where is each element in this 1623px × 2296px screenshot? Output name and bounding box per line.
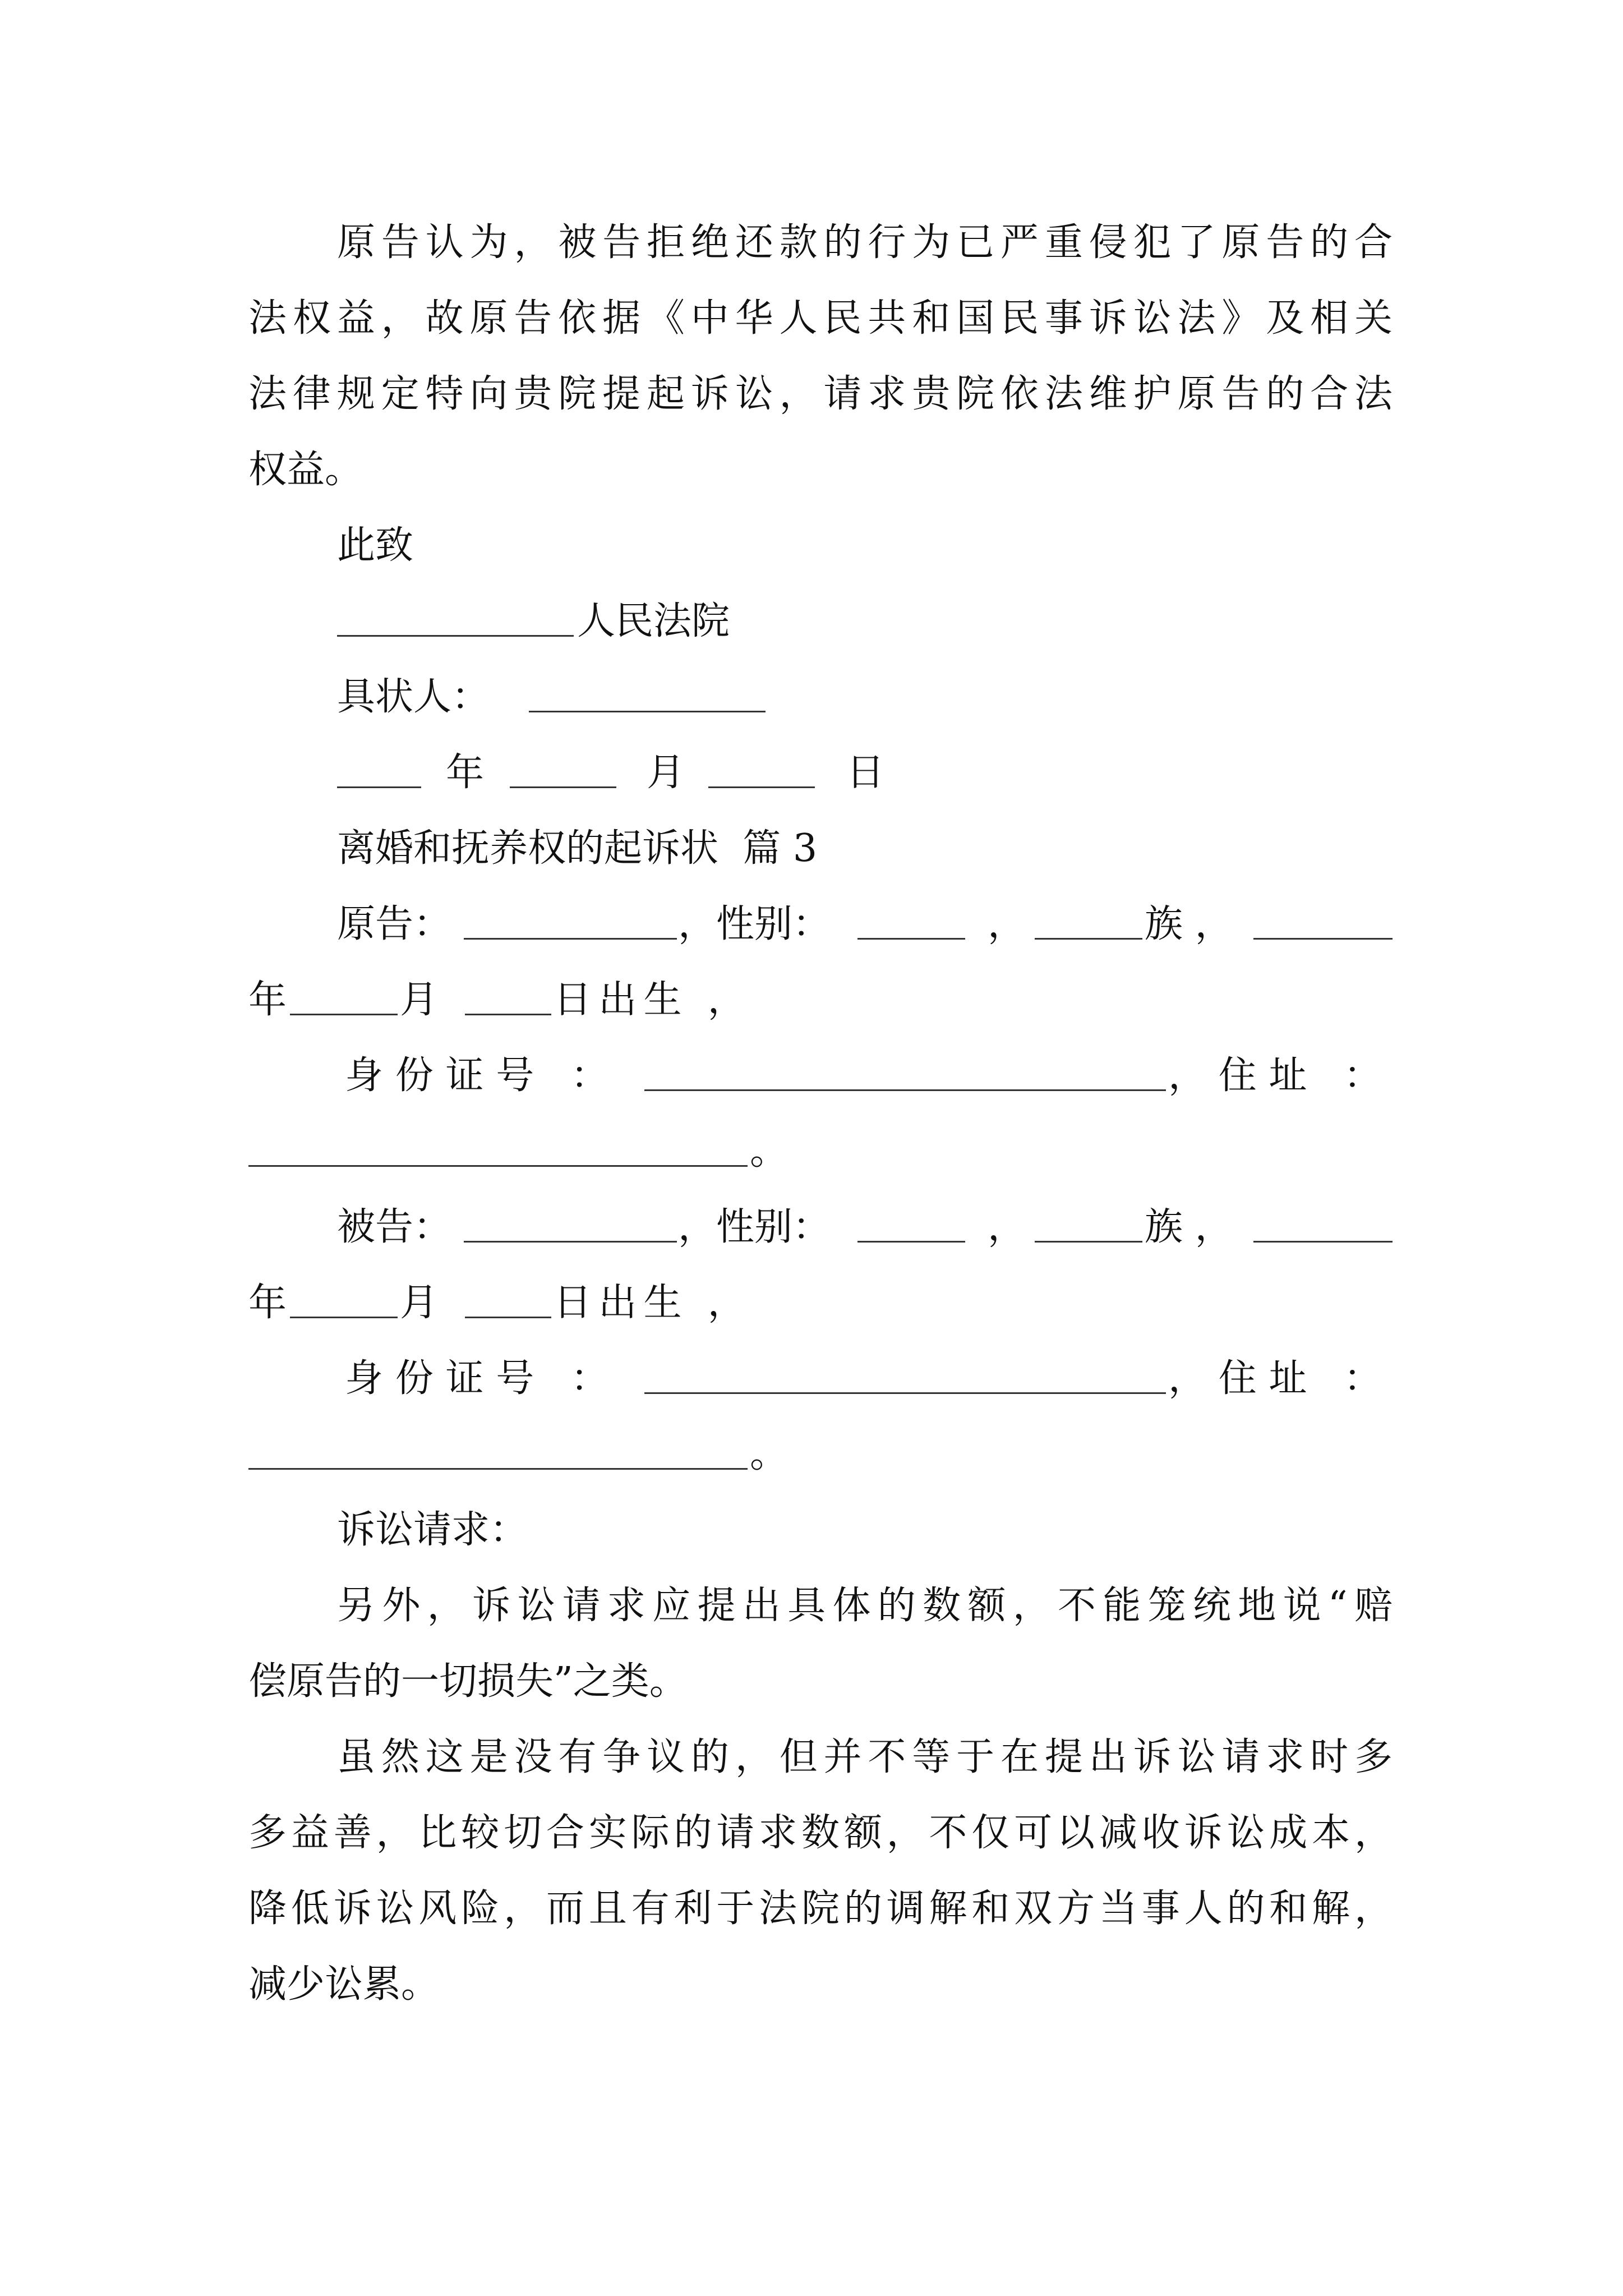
defendant-id-blank — [644, 1392, 1166, 1394]
plaintiff-id-blank — [644, 1089, 1166, 1091]
defendant-line-4 — [248, 1427, 1393, 1483]
defendant-line-2 — [248, 1275, 1393, 1331]
defendant-id-label: 身份证号 ： — [345, 1356, 621, 1401]
plaintiff-gender-blank — [857, 938, 965, 940]
claims-heading: 诉讼请求： — [337, 1508, 528, 1552]
defendant-year-label: 年 — [248, 1281, 287, 1325]
date-year-blank — [337, 786, 421, 788]
plaintiff-address-blank — [248, 1165, 748, 1167]
date-year-label: 年 — [446, 751, 485, 795]
plaintiff-address-label: ，住址 ： — [1168, 1053, 1394, 1098]
signer-label: 具状人： — [337, 675, 490, 719]
defendant-birth-year-blank — [1253, 1241, 1393, 1243]
defendant-ethnicity-blank — [1035, 1241, 1142, 1243]
plaintiff-line-2 — [248, 972, 1393, 1028]
plaintiff-line-1 — [248, 896, 1393, 953]
defendant-comma: ， — [988, 1205, 1026, 1249]
date-line — [248, 745, 1393, 801]
court-line — [248, 593, 1393, 650]
defendant-end: 。 — [750, 1432, 789, 1476]
date-day-blank — [708, 786, 815, 788]
defendant-ethnicity-label: 族 ， — [1145, 1205, 1233, 1249]
court-name-blank — [337, 635, 574, 637]
paragraph-3-line-1: 虽然这是没有争议的，但并不等于在提出诉讼请求时多 — [337, 1735, 1393, 1779]
plaintiff-ethnicity-blank — [1035, 938, 1142, 940]
paragraph-1-line-4: 权益。 — [248, 448, 363, 492]
plaintiff-ethnicity-label: 族 ， — [1145, 902, 1233, 946]
paragraph-3-line-3: 降低诉讼风险，而且有利于法院的调解和双方当事人的和解， — [248, 1887, 1393, 1931]
paragraph-2-line-2: 偿原告的一切损失”之类。 — [248, 1659, 688, 1704]
court-suffix: 人民法院 — [577, 599, 730, 643]
plaintiff-birth-day-blank — [465, 1014, 551, 1015]
defendant-birth-label: 日出生 ， — [554, 1281, 753, 1325]
signer-blank — [529, 711, 766, 712]
defendant-address-blank — [248, 1468, 748, 1470]
paragraph-1-line-3: 法律规定特向贵院提起诉讼，请求贵院依法维护原告的合法 — [248, 372, 1393, 416]
paragraph-1-line-1: 原告认为，被告拒绝还款的行为已严重侵犯了原告的合 — [337, 220, 1393, 265]
plaintiff-gender-label: ，性别： — [678, 902, 831, 946]
defendant-address-label: ，住址 ： — [1168, 1356, 1394, 1401]
plaintiff-month-label: 月 — [400, 978, 439, 1022]
date-day-label: 日 — [846, 751, 885, 795]
plaintiff-year-label: 年 — [248, 978, 287, 1022]
plaintiff-birth-label: 日出生 ， — [554, 978, 753, 1022]
paragraph-3-line-4: 减少讼累。 — [248, 1962, 440, 2007]
plaintiff-label: 原告： — [337, 902, 452, 946]
defendant-birth-day-blank — [465, 1317, 551, 1318]
plaintiff-line-3 — [248, 1048, 1393, 1104]
defendant-name-blank — [464, 1241, 677, 1243]
defendant-line-1 — [248, 1199, 1393, 1255]
plaintiff-birth-month-blank — [290, 1014, 398, 1015]
defendant-line-3 — [248, 1351, 1393, 1407]
paragraph-1-line-2: 法权益，故原告依据《中华人民共和国民事诉讼法》及相关 — [248, 296, 1393, 341]
signer-line — [248, 669, 1393, 725]
date-month-blank — [510, 786, 616, 788]
salutation: 此致 — [337, 523, 414, 568]
defendant-birth-month-blank — [290, 1317, 398, 1318]
plaintiff-name-blank — [464, 938, 677, 940]
plaintiff-comma: ， — [988, 902, 1026, 946]
plaintiff-line-4 — [248, 1124, 1393, 1180]
defendant-gender-label: ，性别： — [678, 1205, 831, 1249]
paragraph-3-line-2: 多益善，比较切合实际的请求数额，不仅可以减收诉讼成本， — [248, 1811, 1393, 1855]
date-month-label: 月 — [647, 751, 685, 795]
plaintiff-end: 。 — [750, 1129, 789, 1174]
plaintiff-id-label: 身份证号 ： — [345, 1053, 621, 1098]
plaintiff-birth-year-blank — [1253, 938, 1393, 940]
document-page — [248, 0, 1393, 2296]
section-title: 离婚和抚养权的起诉状 篇 3 — [337, 826, 818, 871]
defendant-month-label: 月 — [400, 1281, 439, 1325]
paragraph-2-line-1: 另外，诉讼请求应提出具体的数额，不能笼统地说“赔 — [337, 1584, 1393, 1628]
defendant-gender-blank — [857, 1241, 965, 1243]
defendant-label: 被告： — [337, 1205, 452, 1249]
